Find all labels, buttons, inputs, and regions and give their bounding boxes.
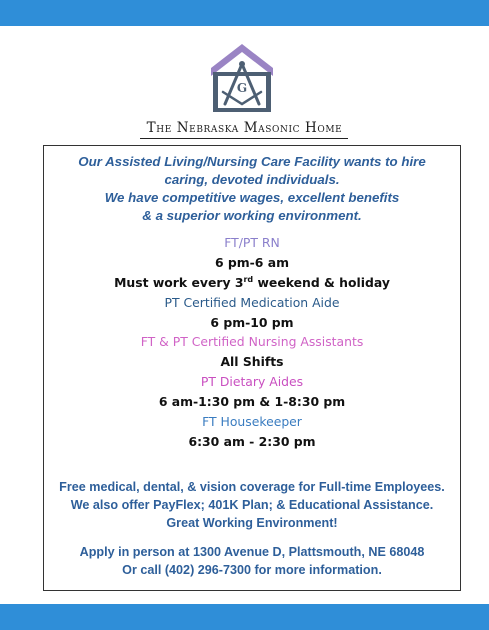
rn-requirement-ordinal: rd [243,274,254,284]
organization-underline [140,138,348,139]
apply-line: Apply in person at 1300 Avenue D, Plattsmouth, NE 68048 [79,545,425,559]
apply-line: Or call (402) 296-7300 for more information. [122,563,382,577]
rn-requirement [50,273,454,293]
organization-name: The Nebraska Masonic Home [146,120,343,136]
masonic-square-compass-icon [207,42,277,114]
job-positions [50,233,454,452]
benefits-text [50,478,454,532]
dietary-hours: 6 am-1:30 pm & 1-8:30 pm [158,394,346,410]
benefits-line: Free medical, dental, & vision coverage for Full-time Employees. [59,480,445,494]
logo-roof [211,44,273,76]
intro-text [50,153,454,225]
bottom-color-band [0,604,489,630]
cna-title: FT & PT Certified Nursing Assistants [140,334,364,350]
cna-hours: All Shifts [220,354,284,370]
apply-text [50,543,454,579]
rn-requirement-text: Must work every 3 [114,274,244,290]
benefits-line: We also offer PayFlex; 401K Plan; & Educational Assistance. [70,498,434,512]
housekeeper-hours: 6:30 am - 2:30 pm [188,433,316,449]
top-color-band [0,0,489,26]
rn-hours: 6 pm-6 am [214,254,290,270]
dietary-title: PT Dietary Aides [200,374,304,390]
logo-letter: G [236,81,248,95]
benefits-line: Great Working Environment! [166,516,338,530]
intro-line: caring, devoted individuals. [164,172,340,187]
housekeeper-title: FT Housekeeper [202,414,302,430]
intro-line: Our Assisted Living/Nursing Care Facility wants to hire [78,154,426,169]
intro-line: & a superior working environment. [142,208,362,223]
med-aide-hours: 6 pm-10 pm [210,314,294,330]
rn-requirement-tail: weekend & holiday [253,274,390,290]
rn-title: FT/PT RN [224,235,280,250]
intro-line: We have competitive wages, excellent benefits [104,190,400,205]
med-aide-title: PT Certified Medication Aide [164,294,340,310]
